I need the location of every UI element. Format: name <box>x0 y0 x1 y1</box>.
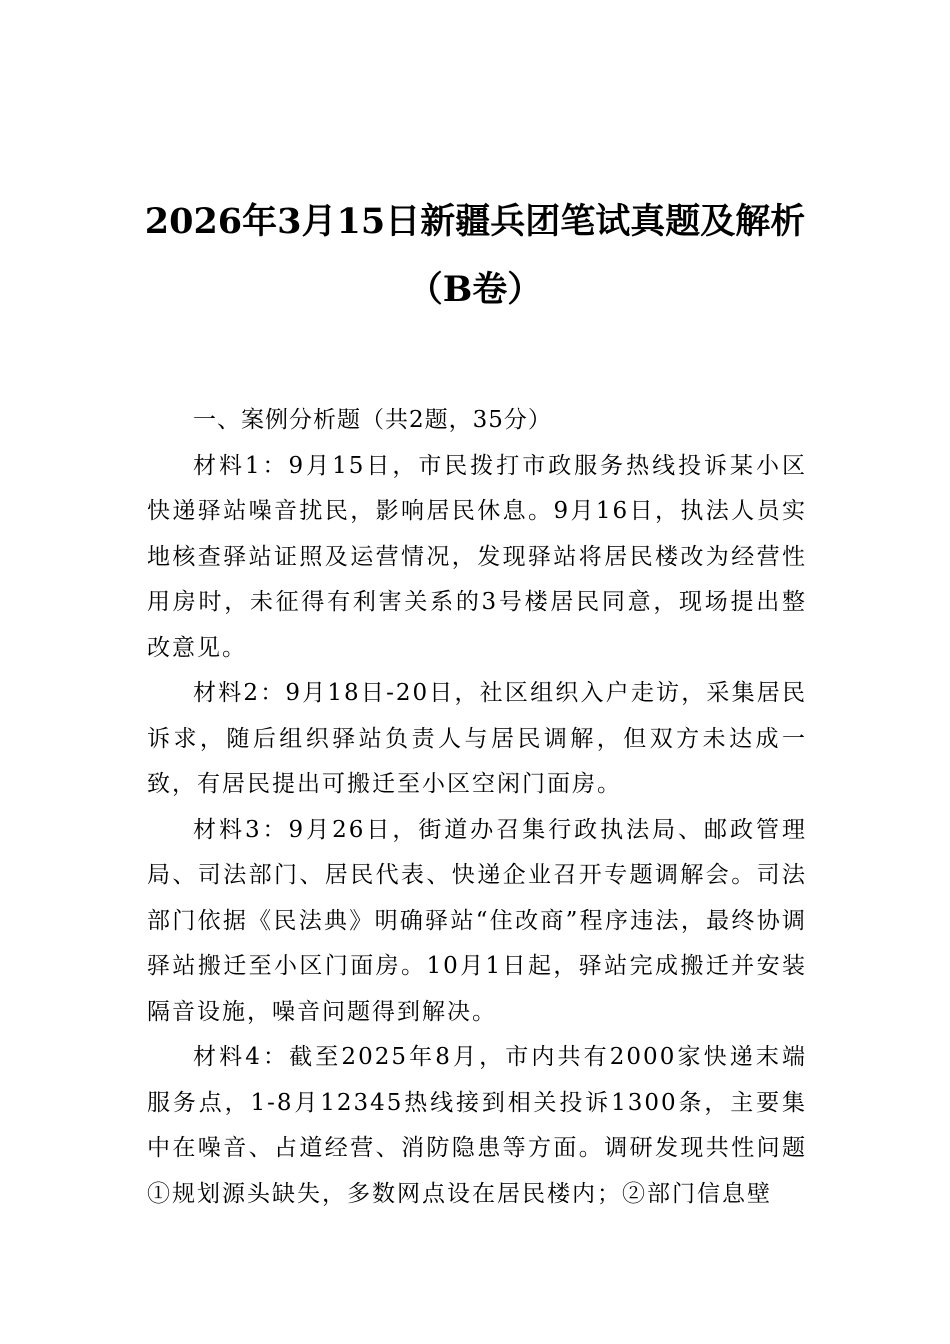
document-body <box>147 398 807 1217</box>
material-paragraph-4: 材料4：截至2025年8月，市内共有2000家快递末端服务点，1-8月12345热线接到相关投诉1300条，主要集中在噪音、占道经营、消防隐患等方面。调研发现共性问题①规划源头缺失，多数网点设在居民楼内；②部门信息壁 <box>147 1044 807 1207</box>
material-paragraph-3: 材料3：9月26日，街道办召集行政执法局、邮政管理局、司法部门、居民代表、快递企业召开专题调解会。司法部门依据《民法典》明确驿站“住改商”程序违法，最终协调驿站搬迁至小区门面房。10月1日起，驿站完成搬迁并安装隔音设施，噪音问题得到解决。 <box>147 816 807 1025</box>
material-paragraph-1: 材料1：9月15日，市民拨打市政服务热线投诉某小区快递驿站噪音扰民，影响居民休息。9月16日，执法人员实地核查驿站证照及运营情况，发现驿站将居民楼改为经营性用房时，未征得有利害关系的3号楼居民同意，现场提出整改意见。 <box>147 452 807 661</box>
document-subtitle: （B卷） <box>407 269 543 310</box>
document-title: 2026年3月15日新疆兵团笔试真题及解析 <box>144 201 806 242</box>
section-heading: 一、案例分析题（共2题，35分） <box>193 407 552 433</box>
material-paragraph-2: 材料2：9月18日-20日，社区组织入户走访，采集居民诉求，随后组织驿站负责人与居民调解，但双方未达成一致，有居民提出可搬迁至小区空闲门面房。 <box>147 680 807 797</box>
